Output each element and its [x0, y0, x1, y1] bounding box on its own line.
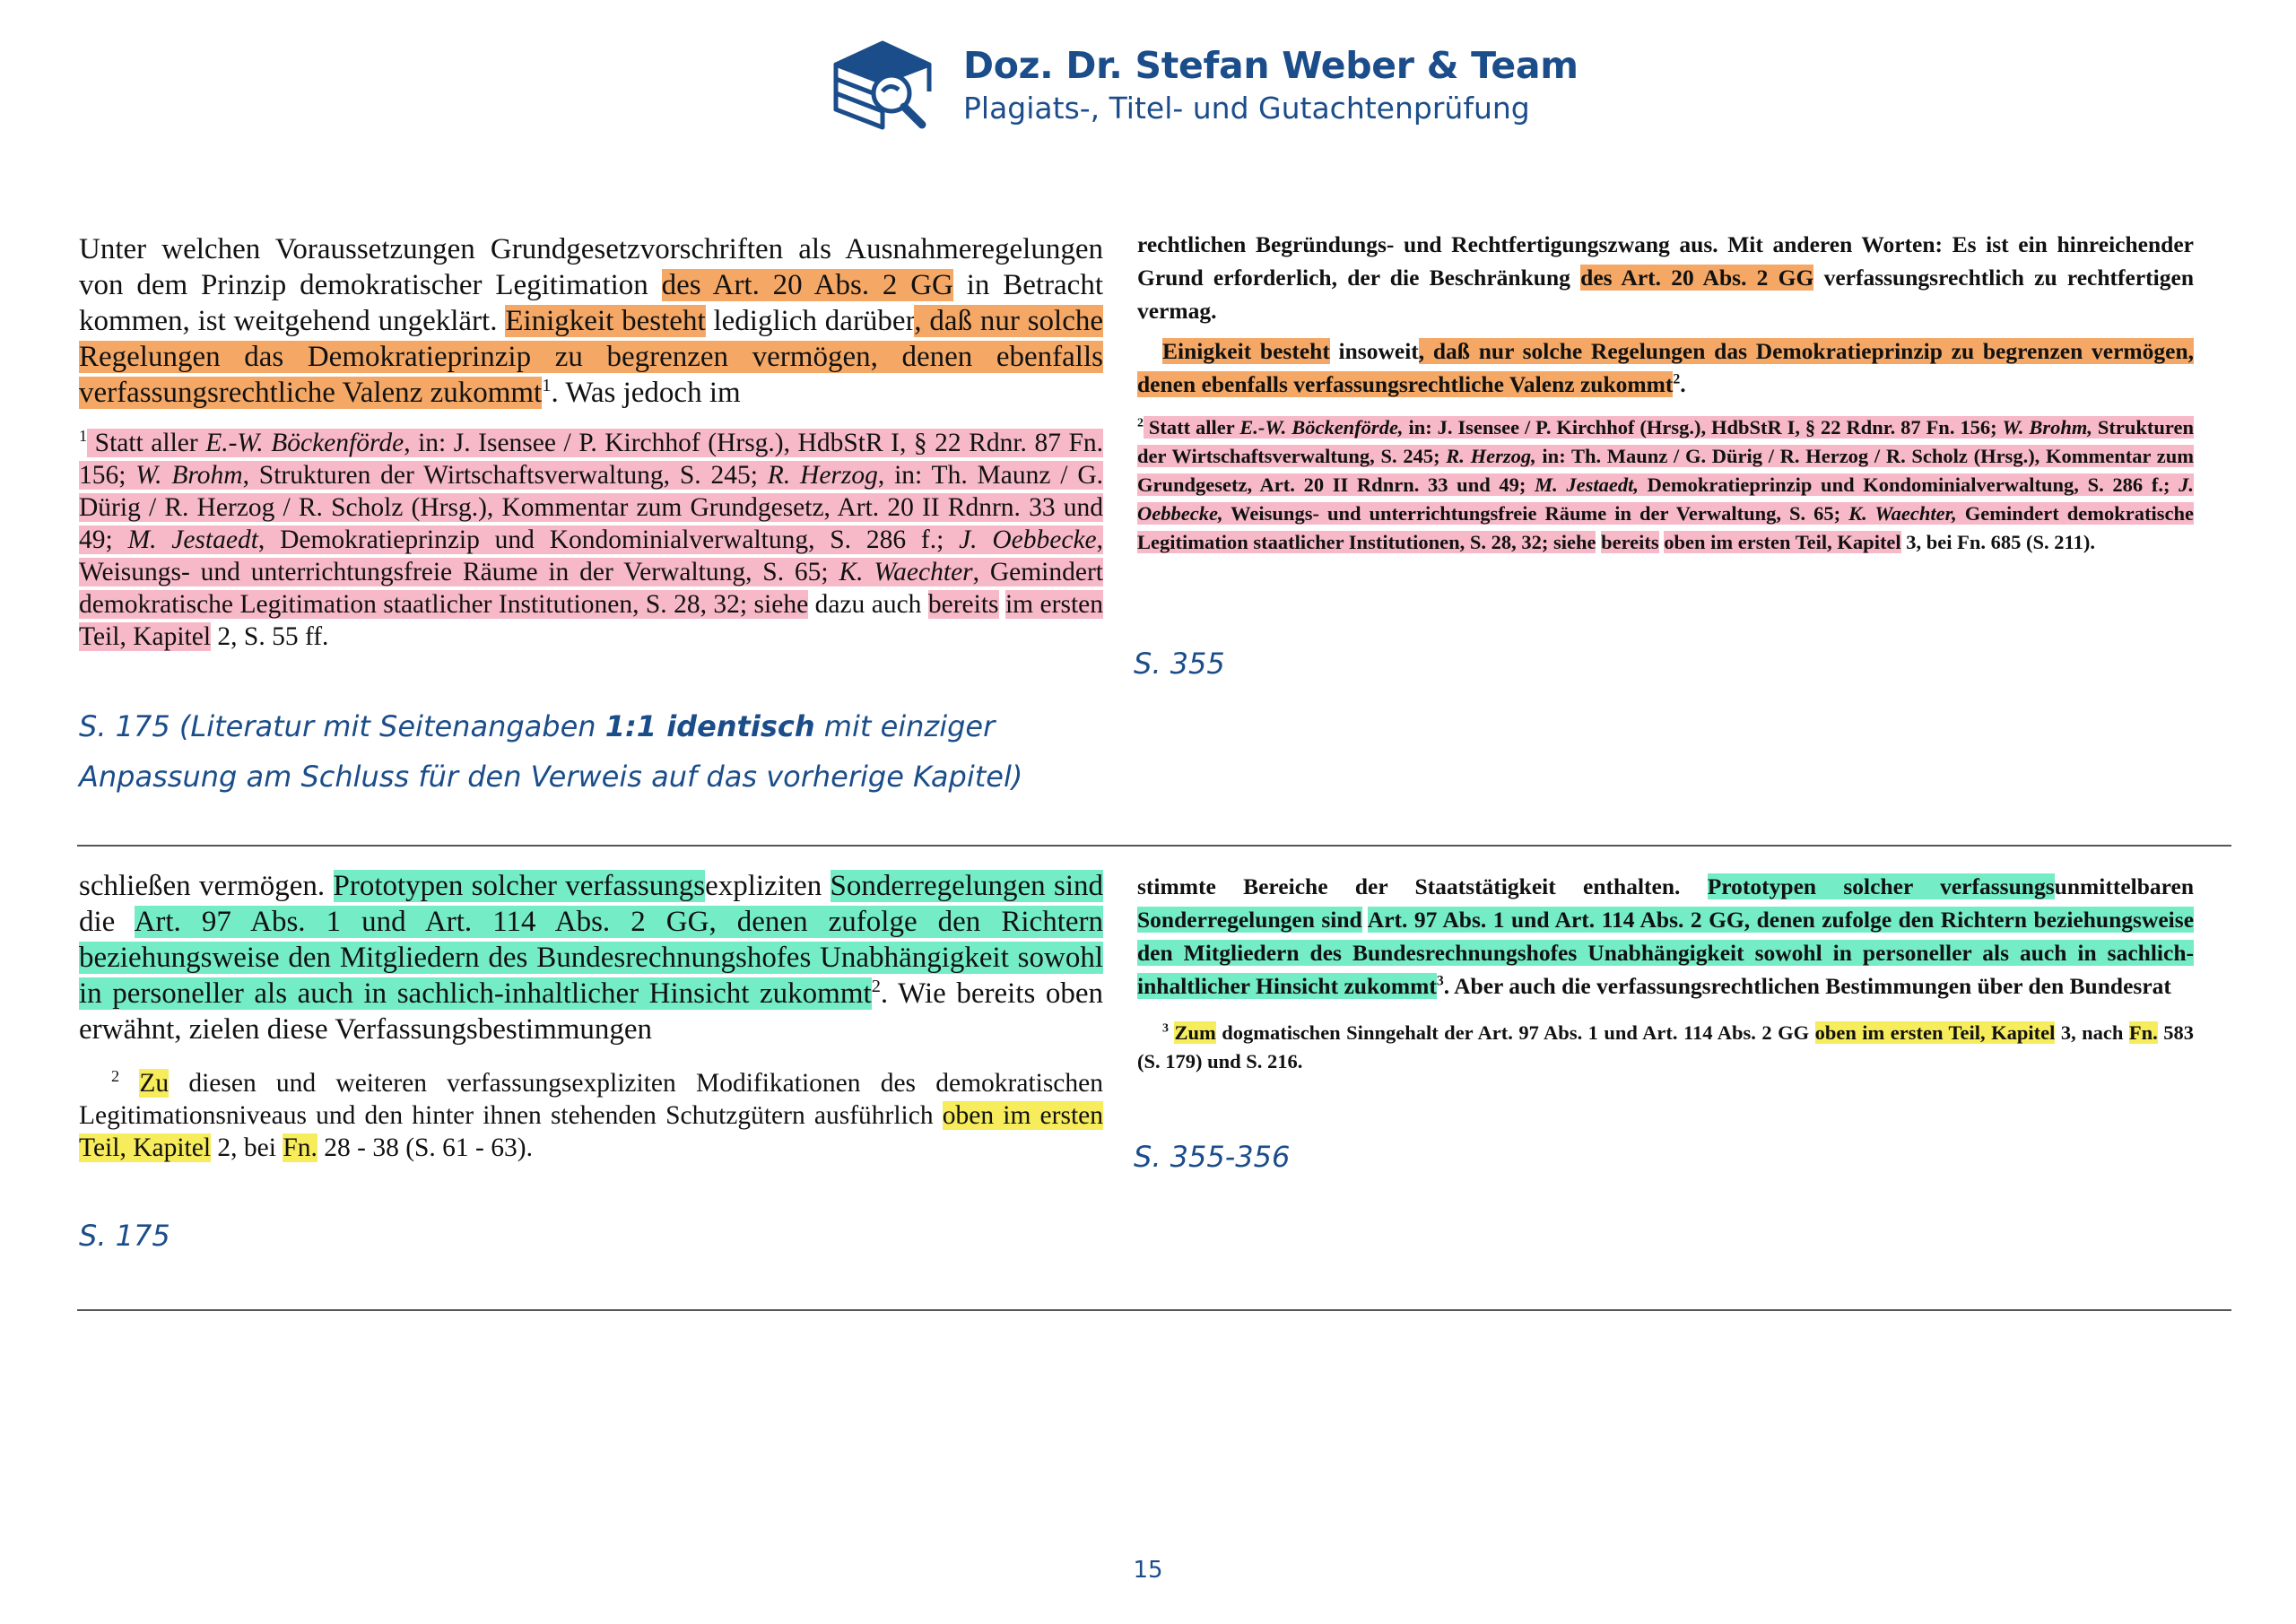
sec1-right-source [1137, 228, 2194, 557]
sec2-right-main-text: stimmte Bereiche der Staatstätigkeit enthalten. Prototypen solcher verfassungsunmittelbaren Sonderregelungen sind Art. 97 Abs. 1 und Art. 114 Abs. 2 GG, denen zufolge den Richtern beziehungsweise den Mitgliedern des Bundesrechnungshofes Unabhängigkeit sowohl in personeller als auch in sachlich-inhaltlicher Hinsicht zukommt$^3$. Aber auch die verfassungsrechtlichen Bestimmungen über den Bundesrat [1137, 873, 2195, 999]
sec1-left-caption: S. 175 (Literatur mit Seitenangaben 1:1 identisch mit einziger Anpassung am Schluss für den Verweis auf das vorherige Kapitel) [79, 709, 1023, 794]
sec2-right-source [1137, 870, 2194, 1076]
sec2-left-footnote: $^2$ Zu diesen und weiteren verfassungsexpliziten Modifikationen des demokratischen Legitimationsniveaus und den hinter ihnen stehenden Schutzgütern ausführlich oben im ersten Teil, Kapitel 2, bei Fn. 28 - 38 (S. 61 - 63). [79, 1067, 1103, 1162]
sec2-right-caption: S. 355-356 [1134, 1140, 1291, 1174]
sec1-right-main-text: rechtlichen Begründungs- und Rechtfertigungszwang aus. Mit anderen Worten: Es ist ein hinreichender Grund erforderlich, der die Beschränkung des Art. 20 Abs. 2 GG verfassungsrechtlich zu rechtfertigen vermag. [1137, 231, 2195, 324]
sec1-left-footnote: $^1$ Statt aller E.-W. Böckenförde, in: J. Isensee / P. Kirchhof (Hrsg.), HdbStR I, § 22 Rdnr. 87 Fn. 156; W. Brohm, Strukturen der Wirtschaftsverwaltung, S. 245; R. Herzog, in: Th. Maunz / G. Dürig / R. Herzog / R. Scholz (Hrsg.), Kommentar zum Grundgesetz, Art. 20 II Rdnrn. 33 und 49; M. Jestaedt, Demokratieprinzip und Kondominialverwaltung, S. 286 f.; J. Oebbecke, Weisungs- und unterrichtungsfreie Räume in der Verwaltung, S. 65; K. Waechter, Gemindert demokratische Legitimation staatlicher Institutionen, S. 28, 32; siehe dazu auch bereits im ersten Teil, Kapitel 2, S. 55 ff. [79, 427, 1104, 651]
section-divider [77, 845, 2231, 847]
page-number: 15 [1133, 1557, 1163, 1584]
books-magnifier-icon [829, 38, 938, 133]
sec2-left-source [79, 868, 1103, 1164]
section-divider-bottom [77, 1309, 2231, 1311]
sec2-right-footnote: $^3$ Zum dogmatischen Sinngehalt der Art. 97 Abs. 1 und Art. 114 Abs. 2 GG oben im ersten Teil, Kapitel 3, nach Fn. 583 (S. 179) und S. 216. [1137, 1021, 2195, 1073]
document-header [829, 38, 1578, 133]
sec1-left-source [79, 231, 1103, 653]
sec1-right-footnote: $^2$ Statt aller E.-W. Böckenförde, in: J. Isensee / P. Kirchhof (Hrsg.), HdbStR I, § 22 Rdnr. 87 Fn. 156; W. Brohm, Strukturen der Wirtschaftsverwaltung, S. 245; R. Herzog, in: Th. Maunz / G. Dürig / R. Herzog / R. Scholz (Hrsg.), Kommentar zum Grundgesetz, Art. 20 II Rdnrn. 33 und 49; M. Jestaedt, Demokratieprinzip und Kondominialverwaltung, S. 286 f.; J. Oebbecke, Weisungs- und unterrichtungsfreie Räume in der Verwaltung, S. 65; K. Waechter, Gemindert demokratische Legitimation staatlicher Institutionen, S. 28, 32; siehe bereits oben im ersten Teil, Kapitel 3, bei Fn. 685 (S. 211). [1137, 416, 2195, 553]
sec1-right-caption: S. 355 [1134, 647, 1225, 681]
sec2-left-main-text: schließen vermögen. Prototypen solcher verfassungsexpliziten Sonderregelungen sind die Art. 97 Abs. 1 und Art. 114 Abs. 2 GG, denen zufolge den Richtern beziehungsweise den Mitgliedern des Bundesrechnungshofes Unabhängigkeit sowohl in personeller als auch in sachlich-inhaltlicher Hinsicht zukommt$^2$. Wie bereits oben erwähnt, zielen diese Verfassungsbestimmungen [79, 870, 1103, 1046]
brand-title: Doz. Dr. Stefan Weber & Team [963, 44, 1578, 87]
sec1-right-main-text-2: Einigkeit besteht insoweit, daß nur solche Regelungen das Demokratieprinzip zu begrenzen vermögen, denen ebenfalls verfassungsrechtliche Valenz zukommt$^2$. [1137, 338, 2195, 397]
brand-subtitle: Plagiats-, Titel- und Gutachtenprüfung [963, 91, 1530, 126]
sec2-left-caption: S. 175 [79, 1219, 170, 1253]
sec1-left-main-text: Unter welchen Voraussetzungen Grundgesetzvorschriften als Ausnahmeregelungen von dem Prinzip demokratischer Legitimation des Art. 20 Abs. 2 GG in Betracht kommen, ist weitgehend ungeklärt. Einigkeit besteht lediglich darüber, daß nur solche Regelungen das Demokratieprinzip zu begrenzen vermögen, denen ebenfalls verfassungsrechtliche Valenz zukommt$^1$. Was jedoch im [79, 233, 1103, 409]
